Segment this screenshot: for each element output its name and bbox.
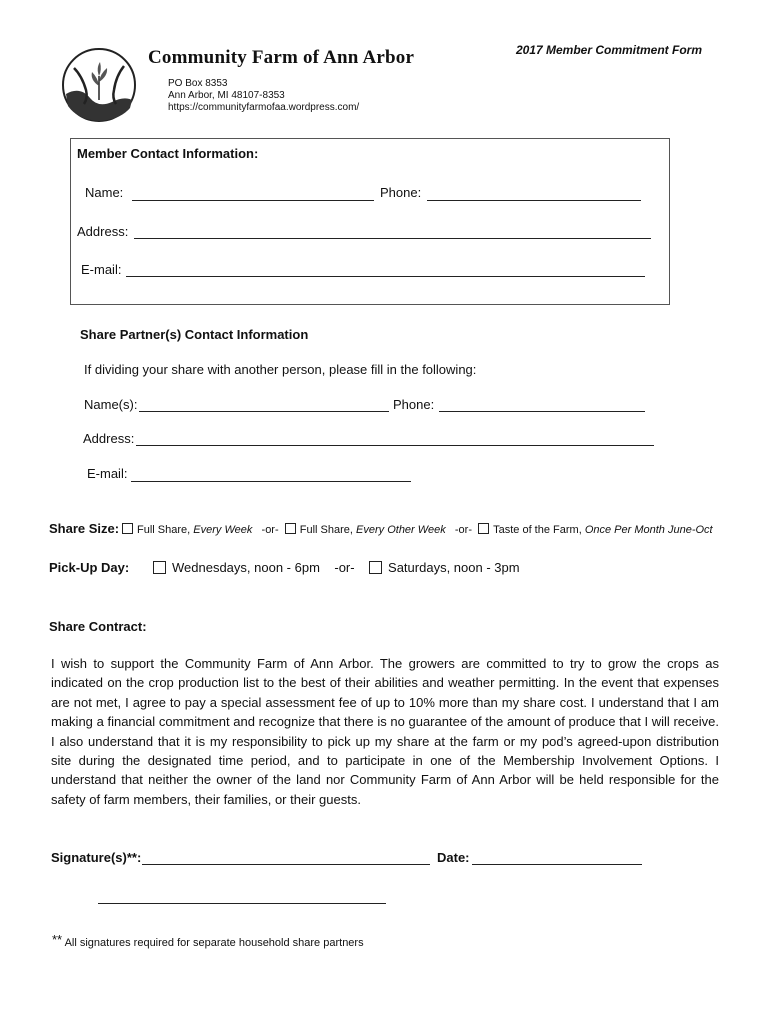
saturday-checkbox[interactable] <box>369 561 382 574</box>
member-phone-field[interactable] <box>427 200 641 201</box>
form-title: 2017 Member Commitment Form <box>515 43 702 57</box>
member-name-field[interactable] <box>132 200 374 201</box>
website-url: https://communityfarmofaa.wordpress.com/ <box>168 102 360 113</box>
pickup-day-label: Pick-Up Day: <box>49 560 130 575</box>
partner-email-field[interactable] <box>131 481 411 482</box>
member-contact-box <box>70 138 670 305</box>
saturday-option[interactable]: Saturdays, noon - 3pm <box>369 560 520 575</box>
date-label: Date: <box>437 850 470 865</box>
member-address-field[interactable] <box>134 238 651 239</box>
full-share-weekly-checkbox[interactable] <box>122 523 133 534</box>
footnote <box>52 932 364 949</box>
share-size-label: Share Size: <box>49 521 120 536</box>
member-address-label: Address: <box>77 224 129 239</box>
footnote-marker: ** <box>52 932 63 947</box>
taste-of-farm-option[interactable]: Taste of the Farm, Once Per Month June-Oct <box>478 524 713 536</box>
member-name-label: Name: <box>85 185 124 200</box>
partner-phone-field[interactable] <box>439 411 645 412</box>
share-size-or-1: -or- <box>261 524 279 536</box>
wednesday-checkbox[interactable] <box>153 561 166 574</box>
full-share-weekly-option[interactable]: Full Share, Every Week <box>122 524 252 536</box>
partner-names-field[interactable] <box>139 411 389 412</box>
share-contract-heading: Share Contract: <box>49 619 147 634</box>
partner-email-label: E-mail: <box>87 466 128 481</box>
pickup-day-options <box>153 560 520 575</box>
taste-of-farm-checkbox[interactable] <box>478 523 489 534</box>
farm-logo <box>60 46 138 124</box>
member-email-field[interactable] <box>126 276 645 277</box>
partner-names-label: Name(s): <box>84 397 138 412</box>
member-email-label: E-mail: <box>81 262 122 277</box>
share-partner-heading: Share Partner(s) Contact Information <box>80 327 309 342</box>
wednesday-option[interactable]: Wednesdays, noon - 6pm <box>153 560 320 575</box>
date-field[interactable] <box>472 864 642 865</box>
partner-address-label: Address: <box>83 431 135 446</box>
full-share-every-other-week-checkbox[interactable] <box>285 523 296 534</box>
partner-address-field[interactable] <box>136 445 654 446</box>
partner-phone-label: Phone: <box>393 397 435 412</box>
signature-label: Signature(s)**: <box>51 850 142 865</box>
share-size-options <box>122 523 713 536</box>
share-partner-intro: If dividing your share with another person, please fill in the following: <box>84 362 477 377</box>
signature-field[interactable] <box>142 864 430 865</box>
address-line-2: Ann Arbor, MI 48107-8353 <box>168 90 285 101</box>
full-share-every-other-week-option[interactable]: Full Share, Every Other Week <box>285 524 446 536</box>
member-phone-label: Phone: <box>380 185 422 200</box>
share-contract-text: I wish to support the Community Farm of Ann Arbor. The growers are committed to try to grow the crops as indicated on the crop production list to the best of their abilities and weather permitting. In the event that expenses are not met, I agree to pay a special assessment fee of up to 10% more than my share cost. I understand that I am making a financial commitment and recognize that there is no guarantee of the amount of produce that I will receive. I also understand that it is my responsibility to pick up my share at the farm or my pod’s agreed-upon distribution site during the designated time period, and to participate in one of the Membership Involvement Options. I understand that neither the owner of the land nor Community Farm of Ann Arbor will be held responsible for the safety of farm members, their families, or their guests. <box>51 656 719 807</box>
pickup-or: -or- <box>334 560 355 575</box>
address-line-1: PO Box 8353 <box>168 78 228 89</box>
org-name: Community Farm of Ann Arbor <box>148 47 415 68</box>
footnote-text: All signatures required for separate household share partners <box>64 937 364 949</box>
second-signature-field[interactable] <box>98 903 386 904</box>
member-contact-heading: Member Contact Information: <box>77 146 259 161</box>
share-size-or-2: -or- <box>454 524 472 536</box>
